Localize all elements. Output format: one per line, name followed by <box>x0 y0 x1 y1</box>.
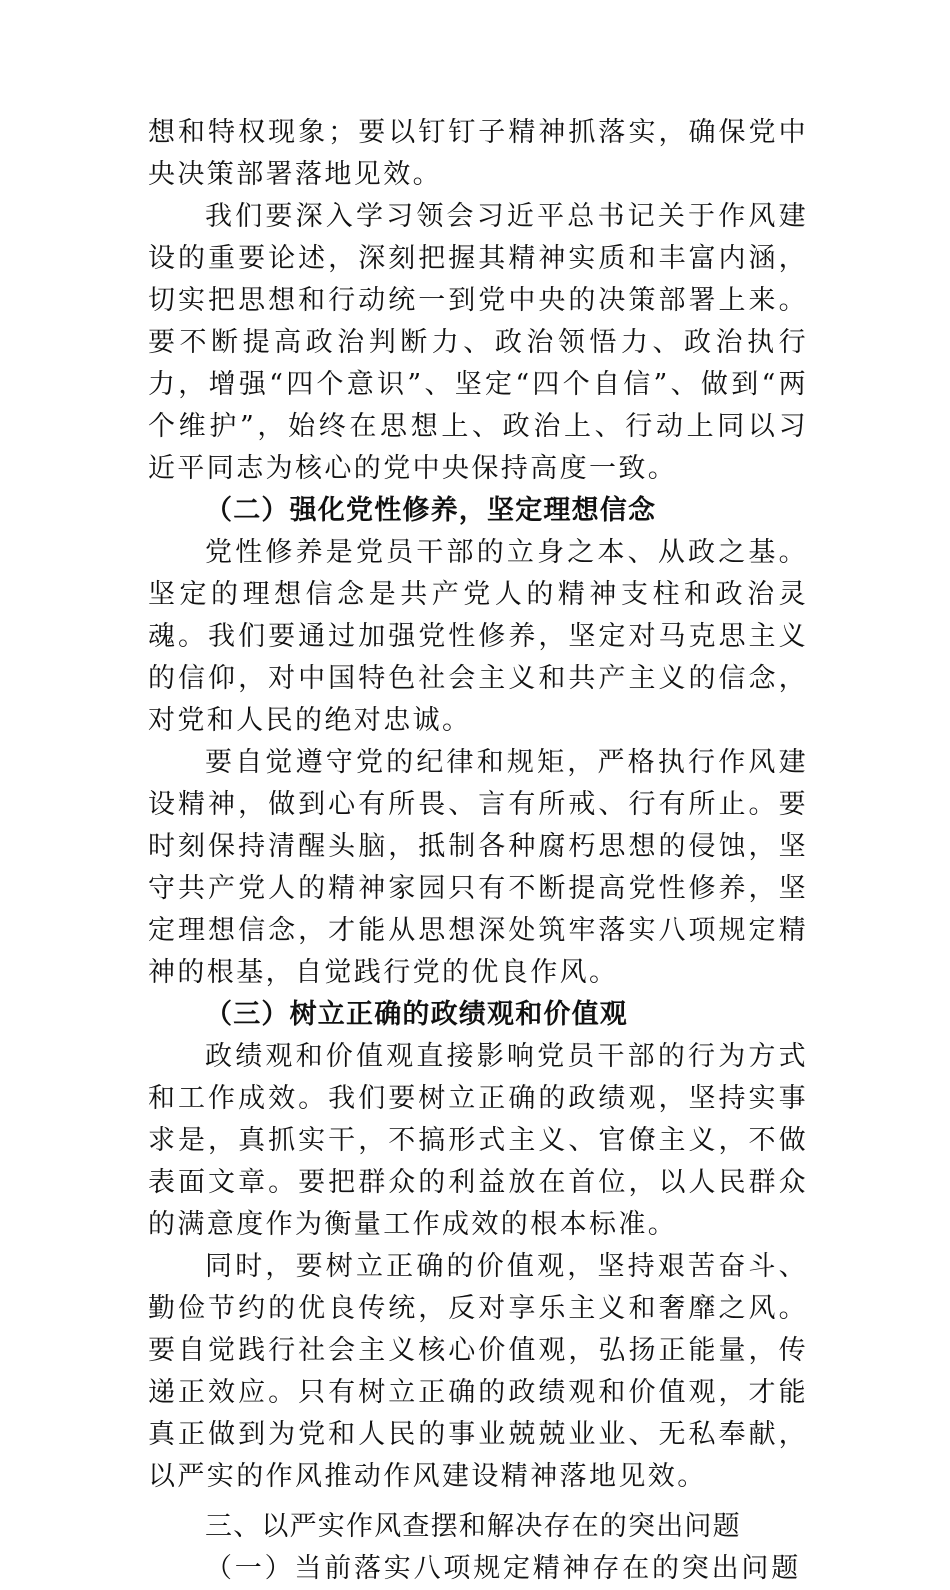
document-body <box>148 112 808 1590</box>
paragraph-continuation: 想和特权现象；要以钉钉子精神抓落实，确保党中央决策部署落地见效。 <box>148 117 808 190</box>
section-subheading: （二）强化党性修养，坚定理想信念 <box>205 495 657 526</box>
section-subheading: （三）树立正确的政绩观和价值观 <box>205 999 628 1030</box>
paragraph: 党性修养是党员干部的立身之本、从政之基。坚定的理想信念是共产党人的精神支柱和政治灵魂。我们要通过加强党性修养，坚定对马克思主义的信仰，对中国特色社会主义和共产主义的信念，对党和人民的绝对忠诚。 <box>148 537 808 736</box>
paragraph: 同时，要树立正确的价值观，坚持艰苦奋斗、勤俭节约的优良传统，反对享乐主义和奢靡之风。要自觉践行社会主义核心价值观，弘扬正能量，传递正效应。只有树立正确的政绩观和价值观，才能真正做到为党和人民的事业兢兢业业、无私奉献，以严实的作风推动作风建设精神落地见效。 <box>148 1251 808 1492</box>
paragraph: 我们要深入学习领会习近平总书记关于作风建设的重要论述，深刻把握其精神实质和丰富内涵，切实把思想和行动统一到党中央的决策部署上来。要不断提高政治判断力、政治领悟力、政治执行力，增强“四个意识”、坚定“四个自信”、做到“两个维护”，始终在思想上、政治上、行动上同以习近平同志为核心的党中央保持高度一致。 <box>148 201 808 484</box>
paragraph: 要自觉遵守党的纪律和规矩，严格执行作风建设精神，做到心有所畏、言有所戒、行有所止。要时刻保持清醒头脑，抵制各种腐朽思想的侵蚀，坚守共产党人的精神家园只有不断提高党性修养，坚定理想信念，才能从思想深处筑牢落实八项规定精神的根基，自觉践行党的优良作风。 <box>148 747 808 988</box>
section-subheading: （一）当前落实八项规定精神存在的突出问题 <box>205 1553 801 1584</box>
section-heading: 三、以严实作风查摆和解决存在的突出问题 <box>205 1511 741 1542</box>
paragraph: 政绩观和价值观直接影响党员干部的行为方式和工作成效。我们要树立正确的政绩观，坚持实事求是，真抓实干，不搞形式主义、官僚主义，不做表面文章。要把群众的利益放在首位，以人民群众的满意度作为衡量工作成效的根本标准。 <box>148 1041 808 1240</box>
